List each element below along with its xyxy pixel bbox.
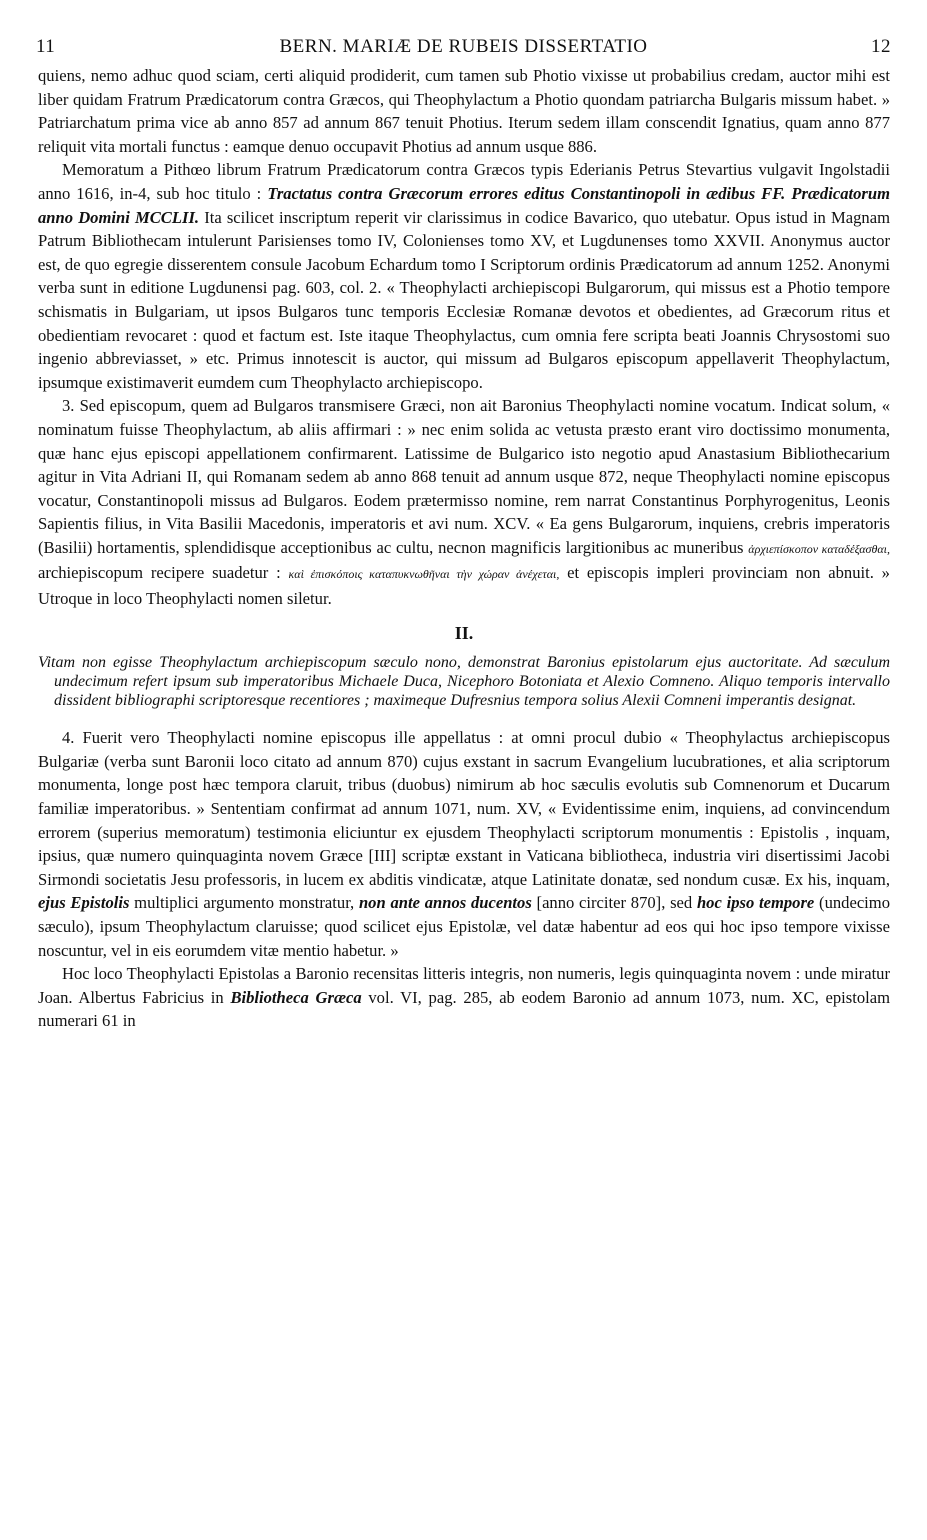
running-title: BERN. MARIÆ DE RUBEIS DISSERTATIO bbox=[279, 36, 648, 57]
text-run: [anno circiter 870], sed bbox=[531, 893, 697, 913]
italic-phrase: non ante annos ducentos bbox=[358, 893, 532, 913]
paragraph-5 bbox=[38, 962, 890, 1033]
running-header bbox=[36, 36, 891, 62]
page-number-right: 12 bbox=[871, 36, 891, 57]
tractatus-title: Tractatus contra Græcorum errores editus Constantinopoli in ædibus FF. Prædicatorum anno Domini MCCLII. bbox=[38, 183, 890, 227]
text-run: multiplici argumento monstratur, bbox=[129, 893, 359, 913]
text-run: Memoratum a Pithœo librum Fratrum Prædicatorum contra Græcos typis Ederianis Petrus Stevartius vulgavit Ingolstadii anno 1616, in-4, sub hoc titulo : bbox=[38, 160, 890, 203]
text-body bbox=[38, 64, 890, 1033]
text-run: 4. Fuerit vero Theophylacti nomine episcopus ille appellatus : at omni procul dubio « Theophylactus archiepiscopus Bulgariæ (verba sunt Baronii loco citato ad annum 870) cujus exstant in sacrum Evangelium lucubrationes, et alia scriptorum monumenta, longe post hæc tempora claruit, tribus (duobus) nimirum ab hoc sæculis evolutis sub Comnenorum et Ducarum familiæ imperatoribus. » Sententiam confirmat ad annum 1071, num. XV, « Evidentissime enim, inquiens, ad convincendum errorem (superius memoratum) testimonia eliciuntur ex ejusdem Theophylacti scriptorum monumentis : Epistolis , inquam, ipsius, quæ numero quinquaginta novem Græce [III] scriptæ exstant in Vaticana bibliotheca, industria viri disertissimi Jacobi Sirmondi societatis Jesu professoris, in lucem ex abditis vindicatæ, atque Latinitate donatæ, sed nondum cusæ. Ex his, inquam, bbox=[38, 728, 890, 889]
section-heading: II. bbox=[454, 622, 474, 643]
paragraph-3 bbox=[38, 394, 890, 610]
text-run: et episcopis impleri provinciam non abnuit. » Utroque in loco Theophylacti nomen siletur. bbox=[38, 563, 890, 609]
paragraph-4 bbox=[38, 726, 890, 962]
greek-quote: καὶ ἐπισκόποις καταπυκνωθῆναι τὴν χώραν ἀνέχεται, bbox=[288, 567, 560, 582]
greek-quote: ἀρχιεπίσκοπον καταδέξασθαι, bbox=[748, 541, 890, 556]
italic-phrase: ejus Epistolis bbox=[38, 893, 130, 913]
text-run: vol. VI, pag. 285, ab eodem Baronio ad annum 1073, num. XC, epistolam numerari 61 in bbox=[38, 987, 891, 1031]
paragraph-continued: quiens, nemo adhuc quod sciam, certi aliquid prodiderit, cum tamen sub Photio vixisse ut probabilius credam, auctor mihi est liber quidam Fratrum Prædicatorum contra Græcos, qui Theophylactum a Photio quondam patriarcha Bulgaris missum habet. » Patriarchatum prima vice ab anno 857 ad annum 867 tenuit Photius. Iterum sedem illam conscendit Ignatius, quam anno 877 reliquit vita mortali functus : eamque denuo occupavit Photius ad annum usque 886. bbox=[38, 66, 890, 156]
text-run: Hoc loco Theophylacti Epistolas a Baronio recensitas litteris integris, non numeris, legis quinquaginta novem : unde miratur Joan. Albertus Fabricius in bbox=[38, 964, 890, 1007]
section-summary: Vitam non egisse Theophylactum archiepiscopum sæculo nono, demonstrat Baronius epistolarum ejus auctoritate. Ad sæculum undecimum refert ipsum sub imperatoribus Michaele Duca, Nicephoro Botoniata et Alexio Comneno. Aliquo temporis intervallo dissident bibliographi scriptoresque recentiores ; maximeque Dufresnius tempora solius Alexii Comneni imperantis designat. bbox=[38, 653, 890, 710]
text-run: (undecimo sæculo), ipsum Theophylactum claruisse; quod scilicet ejus Epistolæ, vel datæ habentur ad eos qui hoc ipso tempore vixisse noscuntur, vel in eis eorumdem vitæ mentio habetur. » bbox=[38, 893, 890, 960]
text-run: archiepiscopum recipere suadetur : bbox=[38, 563, 289, 583]
italic-phrase: hoc ipso tempore bbox=[696, 893, 815, 913]
paragraph-memoratum bbox=[38, 158, 890, 394]
italic-phrase: Bibliotheca Græca bbox=[230, 987, 362, 1007]
page-number-left: 11 bbox=[36, 36, 56, 57]
text-run: 3. Sed episcopum, quem ad Bulgaros transmisere Græci, non ait Baronius Theophylacti nomine vocatum. Indicat solum, « nominatum fuisse Theophylactum, ab aliis affirmari : » nec enim solida ac vetusta præsto erant viro doctissimo monumenta, quæ hanc ejus episcopi appellationem confirmarent. Latissime de Bulgarico isto negotio apud Anastasium Bibliothecarium agitur in Vita Adriani II, qui Romanam sedem ab anno 868 tenuit ad annum usque 872, neque Theophylacti nomine episcopus vocatur, Constantinopoli missus ad Bulgaros. Eodem prætermisso nomine, rem narrat Constantinus Porphyrogenitus, Leonis Sapientis filius, in Vita Basilii Macedonis, imperatoris et avi num. XCV. « Ea gens Bulgarorum, inquiens, crebris imperatoris (Basilii) hortamentis, splendidisque acceptionibus ac cultu, necnon magnificis largitionibus ac muneribus bbox=[38, 396, 890, 557]
text-run: Ita scilicet inscriptum reperit vir clarissimus in codice Bavarico, quo utebatur. Opus istud in Magnam Patrum Bibliothecam intulerunt Parisienses tomo IV, Colonienses tomo XV, et Lugdunenses tomo XXVII. Anonymus auctor est, de quo egregie disserentem consule Jacobum Echardum tomo I Scriptorum ordinis Prædicatorum ad annum 1252. Anonymi verba sunt in editione Lugdunensi pag. 603, col. 2. « Theophylacti archiepiscopi Bulgarorum, qui missus est a Photio tempore schismatis in Bulgariam, ut ipsos Bulgaros tunc temporis Ecclesiæ Romanæ devotos et obedientes, ad Græcorum ritus et obedientiam revocaret : quod et factum est. Iste itaque Theophylactus, cum omnia fere scripta beati Joannis Chrysostomi suo ingenio abbreviasset, » etc. Primus innotescit is auctor, qui missum ad Bulgaros episcopum appellaverit Theophylactum, ipsumque existimaverit eumdem cum Theophylacto archiepiscopo. bbox=[38, 207, 890, 392]
